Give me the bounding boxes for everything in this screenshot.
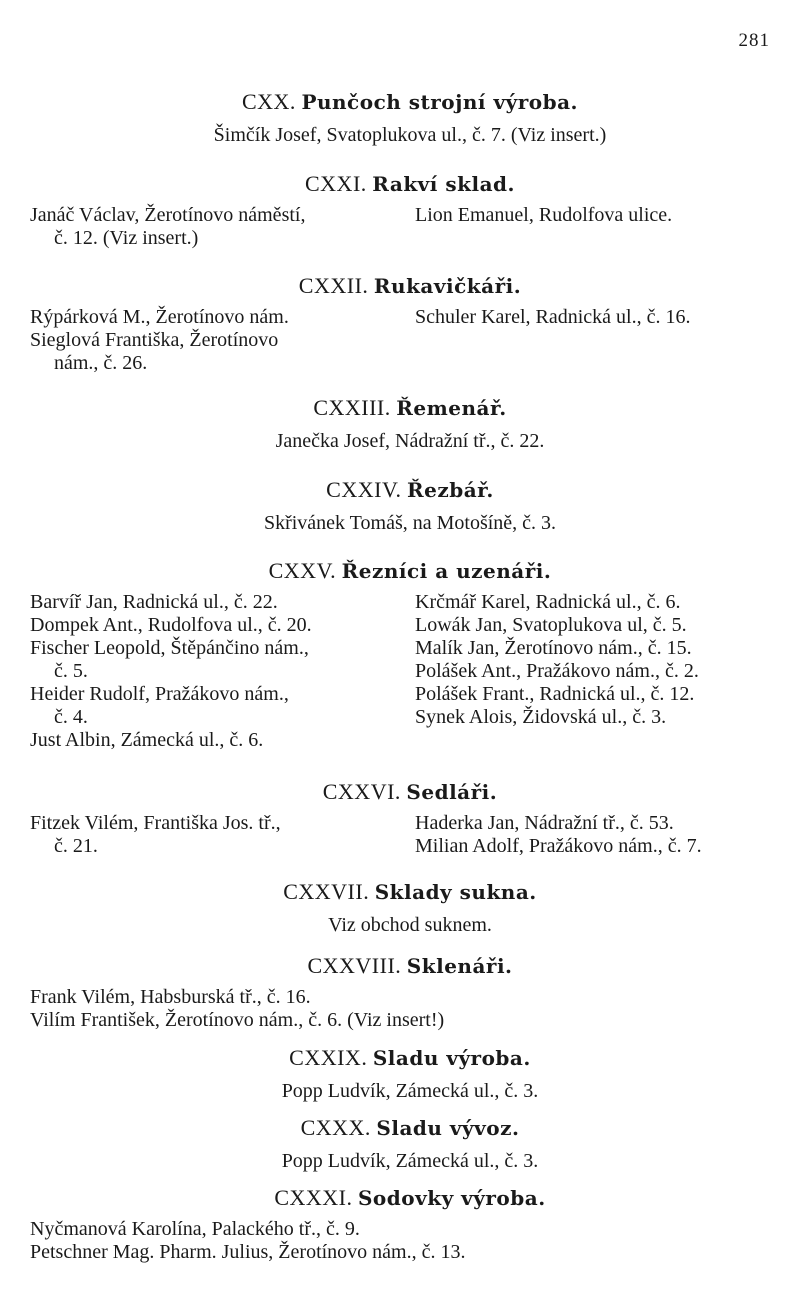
right-column	[415, 812, 790, 858]
entry-continuation: č. 5.	[54, 660, 88, 682]
section-cxxv	[30, 557, 790, 752]
section-heading	[30, 878, 790, 906]
entry: Krčmář Karel, Radnická ul., č. 6.	[415, 591, 681, 613]
entry: Barvíř Jan, Radnická ul., č. 22.	[30, 591, 278, 613]
section-number: CXXVIII.	[307, 953, 402, 978]
entry: Milian Adolf, Pražákovo nám., č. 7.	[415, 835, 702, 857]
entry: Malík Jan, Žerotínovo nám., č. 15.	[415, 637, 692, 659]
section-title: Sladu výroba.	[372, 1046, 531, 1070]
section-heading	[30, 476, 790, 504]
section-title: Rukavičkáři.	[373, 274, 522, 298]
section-title: Řezbář.	[407, 478, 494, 502]
entry: Popp Ludvík, Zámecká ul., č. 3.	[281, 1150, 539, 1172]
entry: Viz obchod suknem.	[328, 914, 492, 936]
entry: Janáč Václav, Žerotínovo náměstí,	[30, 204, 306, 226]
entry-continuation: nám., č. 26.	[54, 352, 148, 374]
section-title: Řezníci a uzenáři.	[341, 559, 552, 583]
section-cxx	[30, 88, 790, 148]
left-column	[30, 204, 405, 250]
section-number: CXXX.	[300, 1115, 371, 1140]
section-heading	[30, 1114, 790, 1142]
entry: Fitzek Vilém, Františka Jos. tř.,	[30, 812, 281, 834]
section-cxxxi	[30, 1184, 790, 1264]
entry: Just Albin, Zámecká ul., č. 6.	[30, 729, 264, 751]
left-column	[30, 306, 405, 375]
section-number: CXXV.	[268, 558, 337, 583]
entry: Schuler Karel, Radnická ul., č. 16.	[415, 306, 691, 328]
entry: Polášek Ant., Pražákovo nám., č. 2.	[415, 660, 699, 682]
section-title: Sklenáři.	[406, 954, 513, 978]
two-column-list	[30, 591, 790, 752]
entry: Petschner Mag. Pharm. Julius, Žerotínovo nám., č. 13.	[30, 1241, 466, 1263]
section-cxxiii	[30, 394, 790, 454]
section-number: CXXVI.	[322, 779, 401, 804]
section-number: CXXVII.	[283, 879, 370, 904]
entry: Polášek Frant., Radnická ul., č. 12.	[415, 683, 695, 705]
section-cxxix	[30, 1044, 790, 1104]
entry: Šimčík Josef, Svatoplukova ul., č. 7. (Viz insert.)	[213, 124, 607, 146]
two-column-list	[30, 204, 790, 250]
section-title: Rakví sklad.	[372, 172, 515, 196]
section-number: CXXI.	[305, 171, 367, 196]
page-number: 281	[738, 30, 770, 51]
two-column-list	[30, 306, 790, 375]
entry: Haderka Jan, Nádražní tř., č. 53.	[415, 812, 674, 834]
section-number: CXXXI.	[274, 1185, 353, 1210]
section-heading	[30, 272, 790, 300]
right-column	[415, 591, 790, 752]
entry: Fischer Leopold, Štěpánčino nám.,	[30, 637, 309, 659]
section-number: CXXII.	[298, 273, 369, 298]
entry: Lion Emanuel, Rudolfova ulice.	[415, 204, 673, 226]
section-number: CXXIV.	[326, 477, 402, 502]
entry-continuation: č. 4.	[54, 706, 88, 728]
entry-continuation: č. 12. (Viz insert.)	[54, 227, 199, 249]
section-title: Punčoch strojní výroba.	[301, 90, 578, 114]
section-heading	[30, 394, 790, 422]
entry: Lowák Jan, Svatoplukova ul, č. 5.	[415, 614, 687, 636]
left-column	[30, 591, 405, 752]
entry: Vilím František, Žerotínovo nám., č. 6. (Viz insert!)	[30, 1009, 445, 1031]
two-column-list	[30, 812, 790, 858]
section-heading	[30, 170, 790, 198]
entry: Janečka Josef, Nádražní tř., č. 22.	[275, 430, 545, 452]
section-cxxx	[30, 1114, 790, 1174]
section-number: CXXIII.	[313, 395, 391, 420]
section-heading	[30, 557, 790, 585]
section-title: Sedláři.	[406, 780, 498, 804]
section-cxxii	[30, 272, 790, 375]
section-cxxiv	[30, 476, 790, 536]
entry-continuation: č. 21.	[54, 835, 98, 857]
entry: Sieglová Františka, Žerotínovo	[30, 329, 279, 351]
entry: Skřivánek Tomáš, na Motošíně, č. 3.	[263, 512, 557, 534]
entry: Popp Ludvík, Zámecká ul., č. 3.	[281, 1080, 539, 1102]
entry: Rýpárková M., Žerotínovo nám.	[30, 306, 289, 328]
entry: Nyčmanová Karolína, Palackého tř., č. 9.	[30, 1218, 360, 1240]
section-cxxi	[30, 170, 790, 250]
right-column	[415, 306, 790, 375]
section-heading	[30, 952, 790, 980]
section-heading	[30, 1044, 790, 1072]
entry: Frank Vilém, Habsburská tř., č. 16.	[30, 986, 311, 1008]
section-heading	[30, 88, 790, 116]
section-cxxviii	[30, 952, 790, 1032]
section-cxxvii	[30, 878, 790, 938]
left-column	[30, 812, 405, 858]
section-title: Sklady sukna.	[374, 880, 537, 904]
right-column	[415, 204, 790, 250]
section-heading	[30, 778, 790, 806]
section-number: CXX.	[241, 89, 296, 114]
section-title: Řemenář.	[396, 396, 507, 420]
entry: Dompek Ant., Rudolfova ul., č. 20.	[30, 614, 312, 636]
section-cxxvi	[30, 778, 790, 858]
entry: Synek Alois, Židovská ul., č. 3.	[415, 706, 667, 728]
entry: Heider Rudolf, Pražákovo nám.,	[30, 683, 289, 705]
section-number: CXXIX.	[289, 1045, 368, 1070]
section-title: Sladu vývoz.	[376, 1116, 520, 1140]
section-heading	[30, 1184, 790, 1212]
section-title: Sodovky výroba.	[357, 1186, 546, 1210]
